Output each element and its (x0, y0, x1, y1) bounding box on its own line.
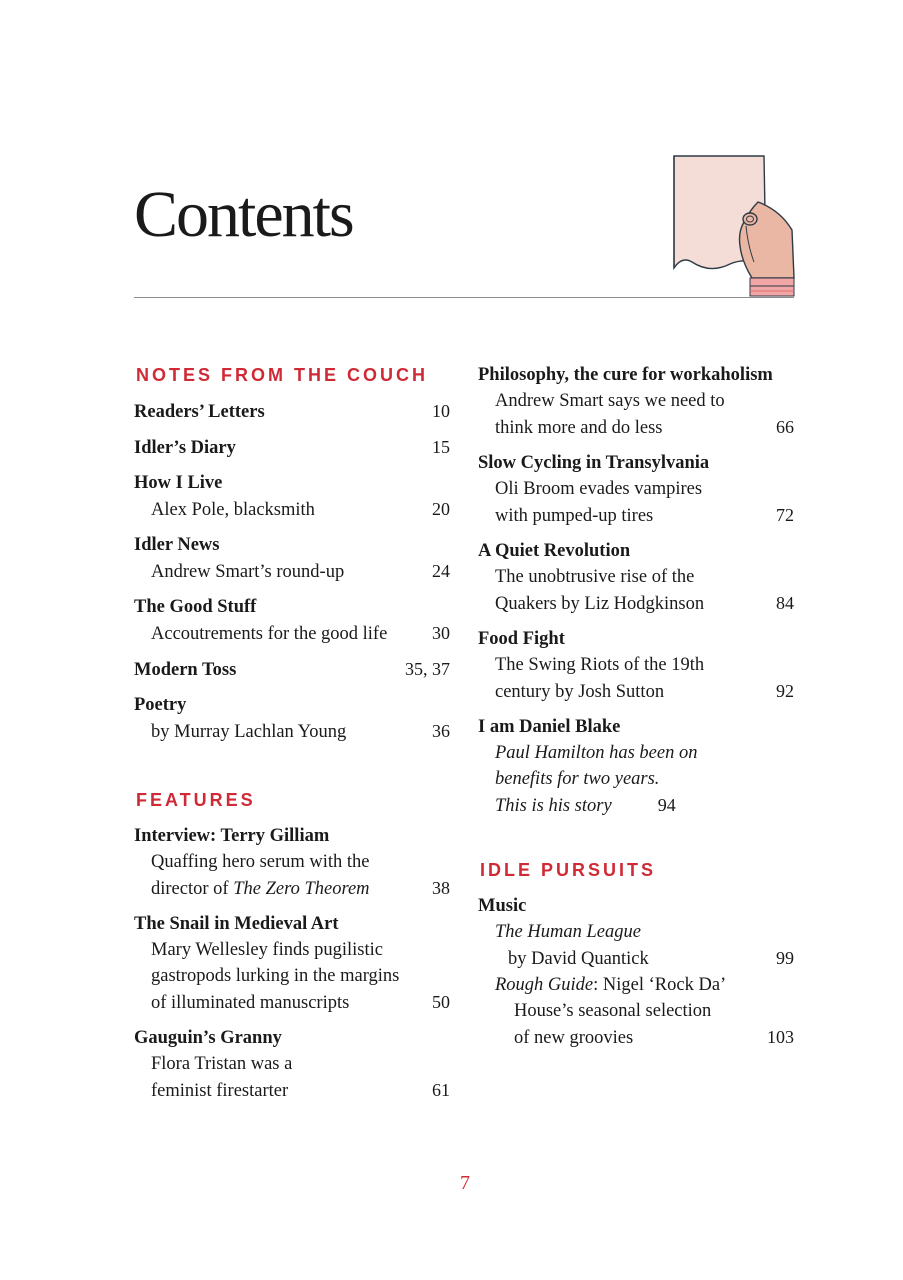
entry-description: House’s seasonal selection (514, 1001, 712, 1021)
entry-description: The Human League (495, 922, 641, 942)
entry-page: 92 (776, 681, 794, 701)
page-title: Contents (134, 178, 353, 251)
entry-page: 38 (432, 878, 450, 898)
left-column (134, 362, 450, 1113)
entry-description: by David Quantick (508, 949, 649, 969)
entry-title: Gauguin’s Granny (134, 1028, 282, 1048)
entry-page: 24 (432, 561, 450, 581)
entry-page: 103 (767, 1027, 794, 1047)
entry-title: How I Live (134, 473, 223, 493)
toc-entry[interactable] (134, 656, 450, 683)
entry-description: This is his story (495, 796, 612, 816)
section-heading-features: FEATURES (136, 790, 256, 810)
entry-description: Alex Pole, blacksmith (151, 500, 315, 520)
entry-description: Andrew Smart’s round-up (151, 562, 345, 582)
entry-title: The Good Stuff (134, 597, 257, 617)
section-heading-couch: NOTES FROM THE COUCH (136, 365, 428, 385)
entry-description: Mary Wellesley finds pugilistic (151, 940, 383, 960)
toc-entry[interactable] (478, 714, 794, 819)
entry-page: 99 (776, 948, 794, 968)
entry-description: Paul Hamilton has been on (495, 743, 698, 763)
entry-page: 66 (776, 417, 794, 437)
entry-description: Andrew Smart says we need to (495, 391, 725, 411)
page-number: 7 (460, 1172, 470, 1194)
entry-page: 35, 37 (405, 659, 450, 679)
entry-description: The Swing Riots of the 19th (495, 655, 705, 675)
entry-description: feminist firestarter (151, 1081, 289, 1101)
entry-page: 30 (432, 623, 450, 643)
entry-description: The unobtrusive rise of the (495, 567, 695, 587)
entry-description: : Nigel ‘Rock Da’ (593, 975, 727, 995)
entry-page: 61 (432, 1080, 450, 1100)
entry-description: of new groovies (514, 1028, 634, 1048)
toc-entry[interactable] (134, 1025, 450, 1104)
right-column (478, 362, 794, 1060)
toc-entry[interactable] (478, 893, 794, 1051)
toc-entry[interactable] (134, 470, 450, 523)
entry-page: 20 (432, 499, 450, 519)
entry-description: century by Josh Sutton (495, 682, 665, 702)
entry-title: Interview: Terry Gilliam (134, 826, 330, 846)
toc-entry[interactable] (134, 823, 450, 902)
entry-title: Idler’s Diary (134, 438, 236, 458)
entry-title: Food Fight (478, 629, 565, 649)
toc-entry[interactable] (478, 362, 794, 441)
entry-title: I am Daniel Blake (478, 717, 621, 737)
entry-page: 94 (657, 795, 676, 815)
toc-entry[interactable] (134, 398, 450, 425)
entry-page: 10 (432, 401, 450, 421)
toc-entry[interactable] (478, 450, 794, 529)
entry-description: Flora Tristan was a (151, 1054, 293, 1074)
entry-title: Poetry (134, 695, 187, 715)
entry-description: Accoutrements for the good life (151, 624, 388, 644)
entry-title: Slow Cycling in Transylvania (478, 453, 710, 473)
series-title: Rough Guide (495, 975, 594, 995)
entry-page: 72 (776, 505, 794, 525)
entry-description: Quaffing hero serum with the (151, 852, 370, 872)
entry-title: The Snail in Medieval Art (134, 914, 339, 934)
entry-title: A Quiet Revolution (478, 541, 631, 561)
entry-description: of illuminated manuscripts (151, 993, 350, 1013)
entry-page: 50 (432, 992, 450, 1012)
toc-entry[interactable] (134, 692, 450, 745)
hand-holding-page-icon (668, 150, 798, 300)
entry-description: benefits for two years. (495, 769, 660, 789)
toc-entry[interactable] (478, 626, 794, 705)
toc-entry[interactable] (478, 538, 794, 617)
entry-title: Idler News (134, 535, 220, 555)
title-rule (134, 297, 794, 298)
entry-description: gastropods lurking in the margins (151, 966, 400, 986)
section-heading-pursuits: IDLE PURSUITS (480, 860, 657, 880)
toc-entry[interactable] (134, 532, 450, 585)
entry-page: 84 (776, 593, 794, 613)
entry-description: by Murray Lachlan Young (151, 722, 347, 742)
entry-page: 15 (432, 437, 450, 457)
entry-title: Modern Toss (134, 660, 237, 680)
entry-description: think more and do less (495, 418, 663, 438)
toc-entry[interactable] (134, 911, 450, 1016)
toc-entry[interactable] (134, 434, 450, 461)
entry-description: with pumped-up tires (495, 506, 654, 526)
entry-title: Music (478, 896, 527, 916)
entry-title: Readers’ Letters (134, 402, 265, 422)
entry-description: Quakers by Liz Hodgkinson (495, 594, 705, 614)
entry-title: Philosophy, the cure for workaholism (478, 365, 773, 385)
toc-entry[interactable] (134, 594, 450, 647)
entry-page: 36 (432, 721, 450, 741)
entry-description: director of The Zero Theorem (151, 879, 370, 899)
film-title: The Zero Theorem (233, 879, 370, 899)
entry-description: Oli Broom evades vampires (495, 479, 703, 499)
